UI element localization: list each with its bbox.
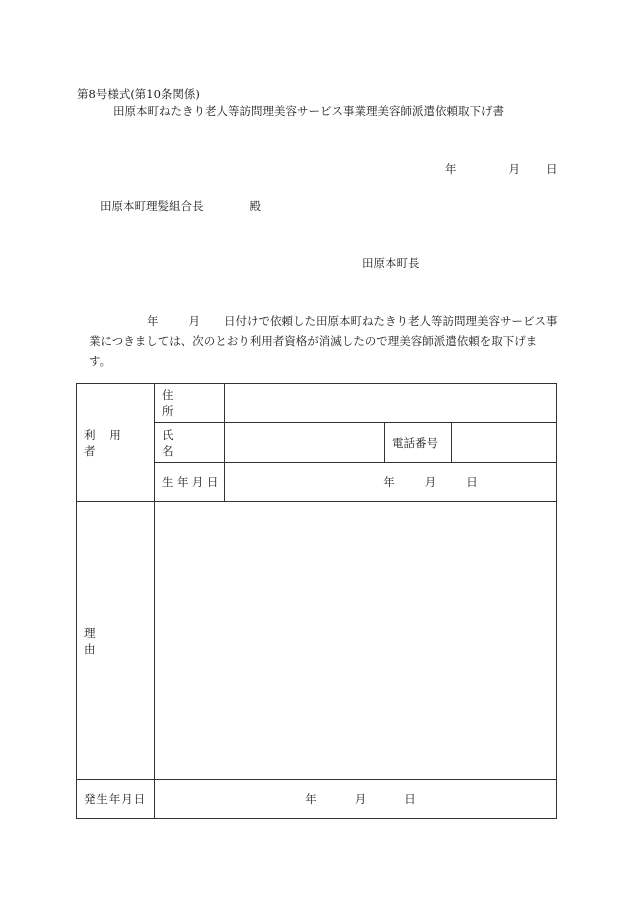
date-day: 日 — [546, 162, 558, 176]
addressee — [100, 198, 261, 214]
form-number-label: 第8号様式(第10条関係) — [77, 87, 200, 101]
name-label-cell — [155, 423, 225, 463]
address-field[interactable] — [225, 384, 557, 423]
date-year: 年 — [445, 162, 457, 176]
birth-month: 月 — [424, 475, 437, 489]
addressee-honorific: 殿 — [249, 199, 261, 213]
user-header-cell — [77, 384, 155, 502]
birthdate-label: 生年月日 — [162, 475, 222, 489]
address-label-cell — [155, 384, 225, 423]
birth-day: 日 — [466, 475, 478, 489]
user-header: 利用者 — [84, 427, 135, 458]
addressee-name: 田原本町理髪組合長 — [100, 199, 204, 213]
name-label: 氏名 — [162, 427, 196, 458]
body-year: 年 — [147, 314, 159, 328]
occurred-day: 日 — [404, 792, 416, 806]
date-month: 月 — [508, 162, 520, 176]
occurred-date-field[interactable] — [155, 780, 557, 819]
body-month: 月 — [188, 314, 200, 328]
address-label: 住所 — [162, 388, 196, 418]
phone-label-cell — [385, 423, 452, 463]
occurred-label: 発生年月日 — [84, 792, 147, 806]
occurred-year: 年 — [305, 792, 317, 806]
reason-field[interactable] — [155, 502, 557, 780]
birthdate-field[interactable] — [225, 463, 557, 502]
birthdate-label-cell — [155, 463, 225, 502]
document-date — [445, 161, 558, 177]
phone-field[interactable] — [452, 423, 557, 463]
body-text: 日付けで依頼した田原本町ねたきり老人等訪問理美容サービス事業につきましては、次のとおり利用者資格が消滅したので理美容師派遣依頼を取下げます。 — [89, 314, 558, 368]
withdrawal-form-table — [76, 383, 557, 819]
occurred-month: 月 — [354, 792, 367, 806]
birth-year: 年 — [383, 475, 395, 489]
name-field[interactable] — [225, 423, 385, 463]
reason-label-cell — [77, 502, 155, 780]
reason-label: 理由 — [84, 625, 137, 656]
phone-label: 電話番号 — [392, 435, 438, 450]
document-title: 田原本町ねたきり老人等訪問理美容サービス事業理美容師派遣依頼取下げ書 — [113, 104, 504, 118]
occurred-label-cell — [77, 780, 155, 819]
body-paragraph — [89, 311, 559, 371]
sender-name: 田原本町長 — [362, 256, 420, 270]
